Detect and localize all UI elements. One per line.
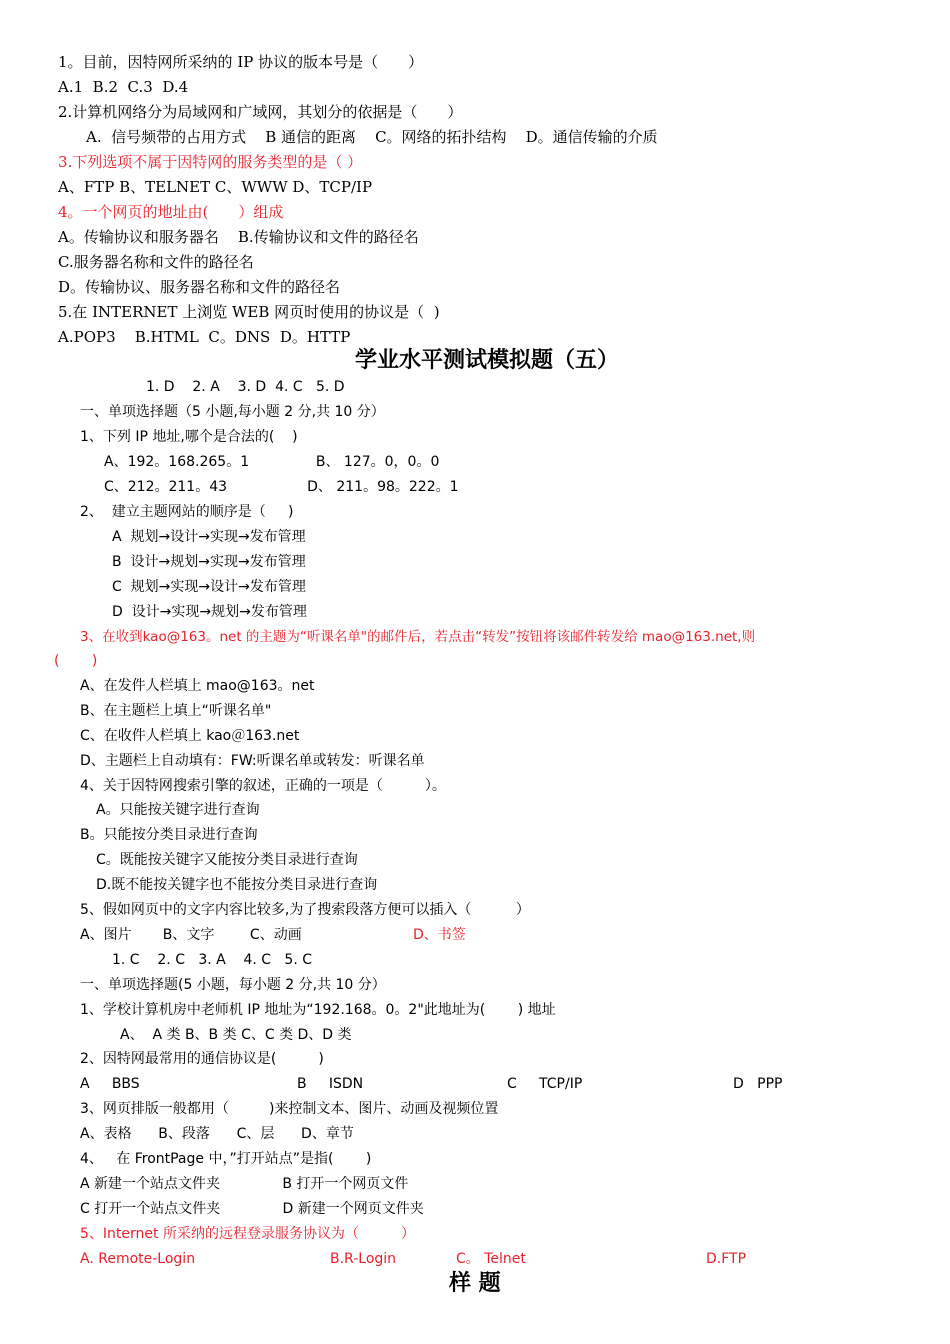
page-title: 学业水平测试模拟题（五） [355, 348, 620, 373]
question-1-options: A、 A 类 B、B 类 C、C 类 D、D 类 [120, 1027, 352, 1043]
question-4: 4、关于因特网搜索引擎的叙述，正确的一项是（ ）。 [80, 778, 446, 794]
question-5-option-c: C。 Telnet [456, 1251, 526, 1267]
section-heading: 一、单项选择题（5 小题,每小题 2 分,共 10 分） [80, 404, 385, 420]
question-4-options-ab: A 新建一个站点文件夹 B 打开一个网页文件 [80, 1176, 409, 1192]
section-title: 样 题 [449, 1271, 501, 1296]
question-2-option-c: C TCP/IP [507, 1076, 583, 1092]
question-3-option-d: D、主题栏上自动填有：FW:听课名单或转发：听课名单 [80, 753, 425, 769]
question-2-option-a: A BBS [80, 1076, 140, 1092]
question-4-option-c: C.服务器名称和文件的路径名 [58, 253, 254, 271]
question-1-options: A.1 B.2 C.3 D.4 [58, 78, 189, 96]
question-4: 4。一个网页的地址由( ）组成 [58, 203, 284, 221]
question-4-option-ab: A。传输协议和服务器名 B.传输协议和文件的路径名 [58, 228, 419, 246]
question-1-options-cd: C、212。211。43 D、 211。98。222。1 [104, 479, 459, 495]
question-2: 2、 建立主题网站的顺序是（ ) [80, 504, 294, 520]
question-4-option-d: D。传输协议、服务器名称和文件的路径名 [58, 278, 341, 296]
question-2-option-d: D PPP [733, 1076, 783, 1092]
question-5-options: A.POP3 B.HTML C。DNS D。HTTP [58, 328, 351, 346]
question-5-option-d: D、书签 [413, 927, 466, 943]
question-2-options: A. 信号频带的占用方式 B 通信的距离 C。网络的拓扑结构 D。通信传输的介质 [86, 128, 658, 146]
question-5-option-d: D.FTP [706, 1251, 747, 1267]
question-2-option-b: B 设计→规划→实现→发布管理 [112, 554, 306, 570]
question-5: 5、假如网页中的文字内容比较多,为了搜索段落方便可以插入（ ） [80, 902, 530, 918]
question-1-options-ab: A、192。168.265。1 B、 127。0，0。0 [104, 454, 440, 470]
question-2: 2、因特网最常用的通信协议是( ) [80, 1051, 324, 1067]
question-4: 4、 在 FrontPage 中，”打开站点”是指( ) [80, 1151, 372, 1167]
question-4-option-b: B。只能按分类目录进行查询 [80, 827, 258, 843]
question-3-options: A、FTP B、TELNET C、WWW D、TCP/IP [58, 178, 373, 196]
question-2-option-c: C 规划→实现→设计→发布管理 [112, 579, 306, 595]
question-4-option-d: D.既不能按关键字也不能按分类目录进行查询 [96, 877, 378, 893]
question-5: 5、Internet 所采纳的远程登录服务协议为（ ） [80, 1226, 415, 1242]
question-1: 1、学校计算机房中老师机 IP 地址为“192.168。0。2"此地址为( ) 地址 [80, 1002, 556, 1018]
question-3-option-a: A、在发件人栏填上 mao@163。net [80, 678, 315, 694]
question-4-option-a: A。只能按关键字进行查询 [96, 802, 260, 818]
question-1: 1。目前，因特网所采纳的 IP 协议的版本号是（ ） [58, 53, 424, 71]
question-3: 3、在收到kao@163。net 的主题为“听课名单"的邮件后，若点击“转发”按钮将该邮件转发给 mao@163.net,则 [80, 629, 756, 645]
question-4-options-cd: C 打开一个站点文件夹 D 新建一个网页文件夹 [80, 1201, 424, 1217]
question-3-option-c: C、在收件人栏填上 kao＠163.net [80, 728, 300, 744]
question-3: 3.下列选项不属于因特网的服务类型的是（ ） [58, 153, 363, 171]
question-4-option-c: C。既能按关键字又能按分类目录进行查询 [96, 852, 358, 868]
question-3-continuation: ( ) [54, 653, 98, 669]
section-heading: 一、单项选择题(5 小题，每小题 2 分,共 10 分） [80, 977, 386, 993]
question-5-options-abc: A、图片 B、文字 C、动画 [80, 927, 338, 943]
question-3: 3、网页排版一般都用（ )来控制文本、图片、动画及视频位置 [80, 1101, 499, 1117]
answer-key: 1. C 2. C 3. A 4. C 5. C [112, 952, 313, 968]
question-2-option-a: A 规划→设计→实现→发布管理 [112, 529, 306, 545]
answer-key: 1. D 2. A 3. D 4. C 5. D [146, 379, 345, 395]
question-5-option-b: B.R-Login [330, 1251, 397, 1267]
question-5: 5.在 INTERNET 上浏览 WEB 网页时使用的协议是（ ) [58, 303, 440, 321]
question-1: 1、下列 IP 地址,哪个是合法的( ) [80, 429, 298, 445]
question-2: 2.计算机网络分为局域网和广域网，其划分的依据是（ ） [58, 103, 463, 121]
question-2-option-b: B ISDN [297, 1076, 364, 1092]
question-5-option-a: A. Remote-Login [80, 1251, 196, 1267]
question-3-options: A、表格 B、段落 C、层 D、章节 [80, 1126, 354, 1142]
question-2-option-d: D 设计→实现→规划→发布管理 [112, 604, 307, 620]
question-3-option-b: B、在主题栏上填上“听课名单" [80, 703, 272, 719]
